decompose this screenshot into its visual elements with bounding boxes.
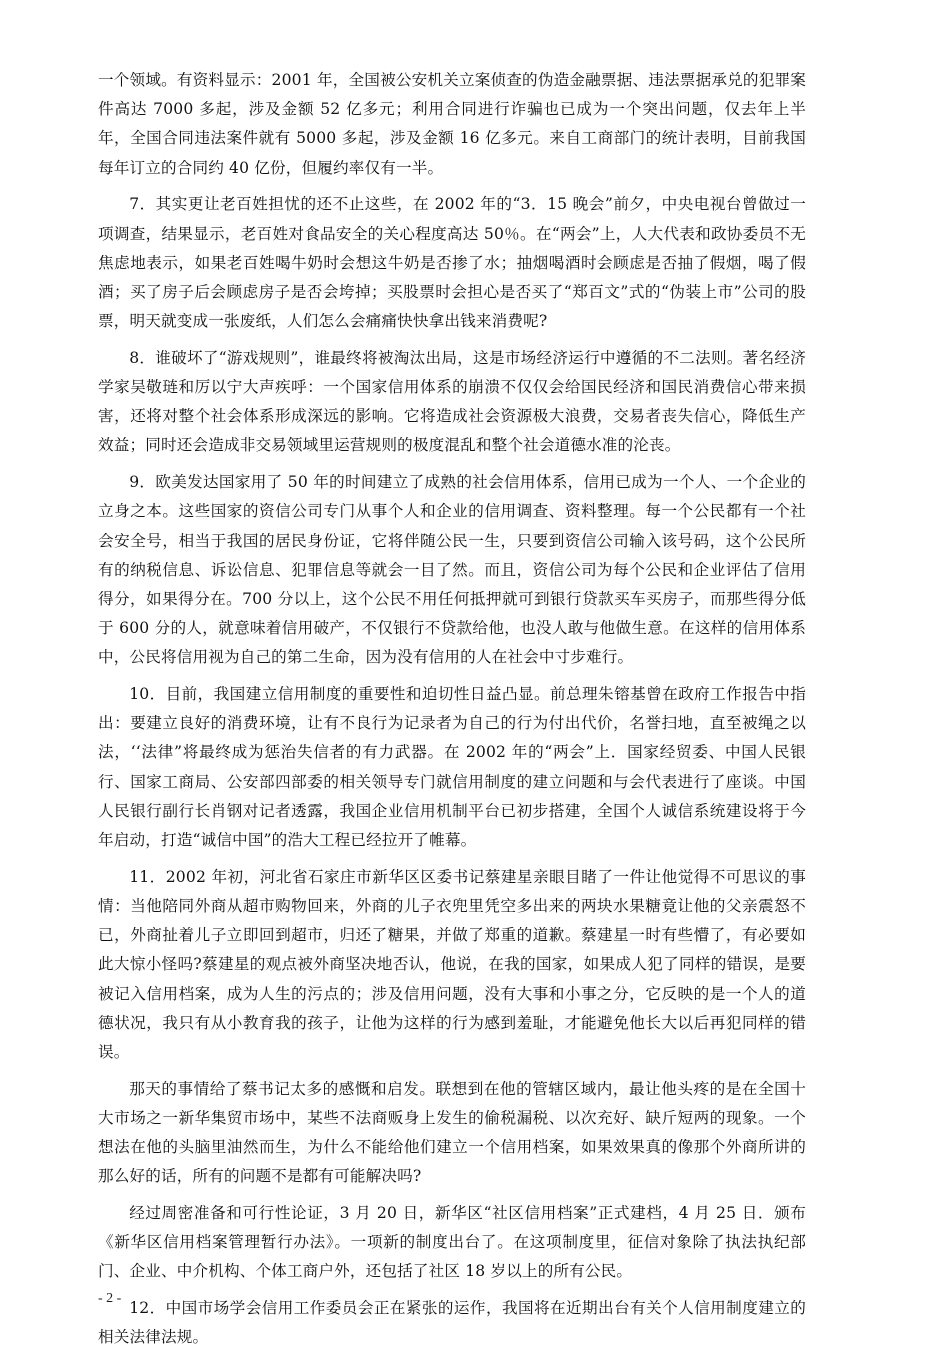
- paragraph-11-cont-a: 那天的事情给了蔡书记太多的感慨和启发。联想到在他的管辖区域内，最让他头疼的是在全国十大市场之一新华集贸市场中，某些不法商贩身上发生的偷税漏税、以次充好、缺斤短两的现象。一个想法在他的头脑里油然而生，为什么不能给他们建立一个信用档案，如果效果真的像那个外商所讲的那么好的话，所有的问题不是都有可能解决吗?: [98, 1079, 806, 1186]
- page-number: - 2 -: [98, 1291, 122, 1306]
- paragraph-11-cont-b: 经过周密准备和可行性论证，3 月 20 日，新华区“社区信用档案”正式建档，4 月 25 日．颁布《新华区信用档案管理暂行办法》。一项新的制度出台了。在这项制度里，征信对象除了执法执纪部门、企业、中介机构、个体工商户外，还包括了社区 18 岁以上的所有公民。: [98, 1204, 806, 1281]
- paragraph-7: 7．其实更让老百姓担忧的还不止这些，在 2002 年的“3．15 晚会”前夕，中央电视台曾做过一项调查，结果显示，老百姓对食品安全的关心程度高达 50％。在“两会”上，人大代表和政协委员不无焦虑地表示，如果老百姓喝牛奶时会想这牛奶是否掺了水；抽烟喝酒时会顾虑是否抽了假烟，喝了假酒；买了房子后会顾虑房子是否会垮掉；买股票时会担心是否买了“郑百文”式的“伪装上市”公司的股票，明天就变成一张废纸，人们怎么会痛痛快快拿出钱来消费呢?: [98, 195, 806, 331]
- document-body: [98, 66, 806, 1360]
- paragraph-8: 8．谁破坏了“游戏规则”，谁最终将被淘汰出局，这是市场经济运行中遵循的不二法则。著名经济学家吴敬琏和厉以宁大声疾呼：一个国家信用体系的崩溃不仅仅会给国民经济和国民消费信心带来损害，还将对整个社会体系形成深远的影响。它将造成社会资源极大浪费，交易者丧失信心，降低生产效益；同时还会造成非交易领域里运营规则的极度混乱和整个社会道德水准的沦丧。: [98, 348, 806, 455]
- paragraph-10: 10．目前，我国建立信用制度的重要性和迫切性日益凸显。前总理朱镕基曾在政府工作报告中指出：要建立良好的消费环境，让有不良行为记录者为自己的行为付出代价，名誉扫地，直至被绳之以法，‘‘法律”将最终成为惩治失信者的有力武器。在 2002 年的“两会”上．国家经贸委、中国人民银行、国家工商局、公安部四部委的相关领导专门就信用制度的建立问题和与会代表进行了座谈。中国人民银行副行长肖钢对记者透露，我国企业信用机制平台已初步搭建，全国个人诚信系统建设将于今年启动，打造“诚信中国”的浩大工程已经拉开了帷幕。: [98, 685, 806, 850]
- paragraph-12: 12．中国市场学会信用工作委员会正在紧张的运作，我国将在近期出台有关个人信用制度建立的相关法律法规。: [98, 1299, 806, 1347]
- paragraph-continuation: 一个领域。有资料显示：2001 年，全国被公安机关立案侦查的伪造金融票据、违法票据承兑的犯罪案件高达 7000 多起，涉及金额 52 亿多元；利用合同进行诈骗也已成为一个突出问题，仅去年上半年，全国合同违法案件就有 5000 多起，涉及金额 16 亿多元。来自工商部门的统计表明，目前我国每年订立的合同约 40 亿份，但履约率仅有一半。: [98, 71, 806, 177]
- paragraph-11: 11．2002 年初，河北省石家庄市新华区区委书记蔡建星亲眼目睹了一件让他觉得不可思议的事情：当他陪同外商从超市购物回来，外商的儿子衣兜里凭空多出来的两块水果糖竟让他的父亲震怒不已，外商扯着儿子立即回到超市，归还了糖果，并做了郑重的道歉。蔡建星一时有些懵了，有必要如此大惊小怪吗?蔡建星的观点被外商坚决地否认，他说，在我的国家，如果成人犯了同样的错误，是要被记入信用档案，成为人生的污点的；涉及信用问题，没有大事和小事之分，它反映的是一个人的道德状况，我只有从小教育我的孩子，让他为这样的行为感到羞耻，才能避免他长大以后再犯同样的错误。: [98, 867, 806, 1061]
- paragraph-9: 9．欧美发达国家用了 50 年的时间建立了成熟的社会信用体系，信用已成为一个人、一个企业的立身之本。这些国家的资信公司专门从事个人和企业的信用调查、资料整理。每一个公民都有一个社会安全号，相当于我国的居民身份证，它将伴随公民一生，只要到资信公司输入该号码，这个公民所有的纳税信息、诉讼信息、犯罪信息等就会一目了然。而且，资信公司为每个公民和企业评估了信用得分，如果得分在。700 分以上，这个公民不用任何抵押就可到银行贷款买车买房子，而那些得分低于 600 分的人，就意味着信用破产，不仅银行不贷款给他，也没人敢与他做生意。在这样的信用体系中，公民将信用视为自己的第二生命，因为没有信用的人在社会中寸步难行。: [98, 473, 806, 667]
